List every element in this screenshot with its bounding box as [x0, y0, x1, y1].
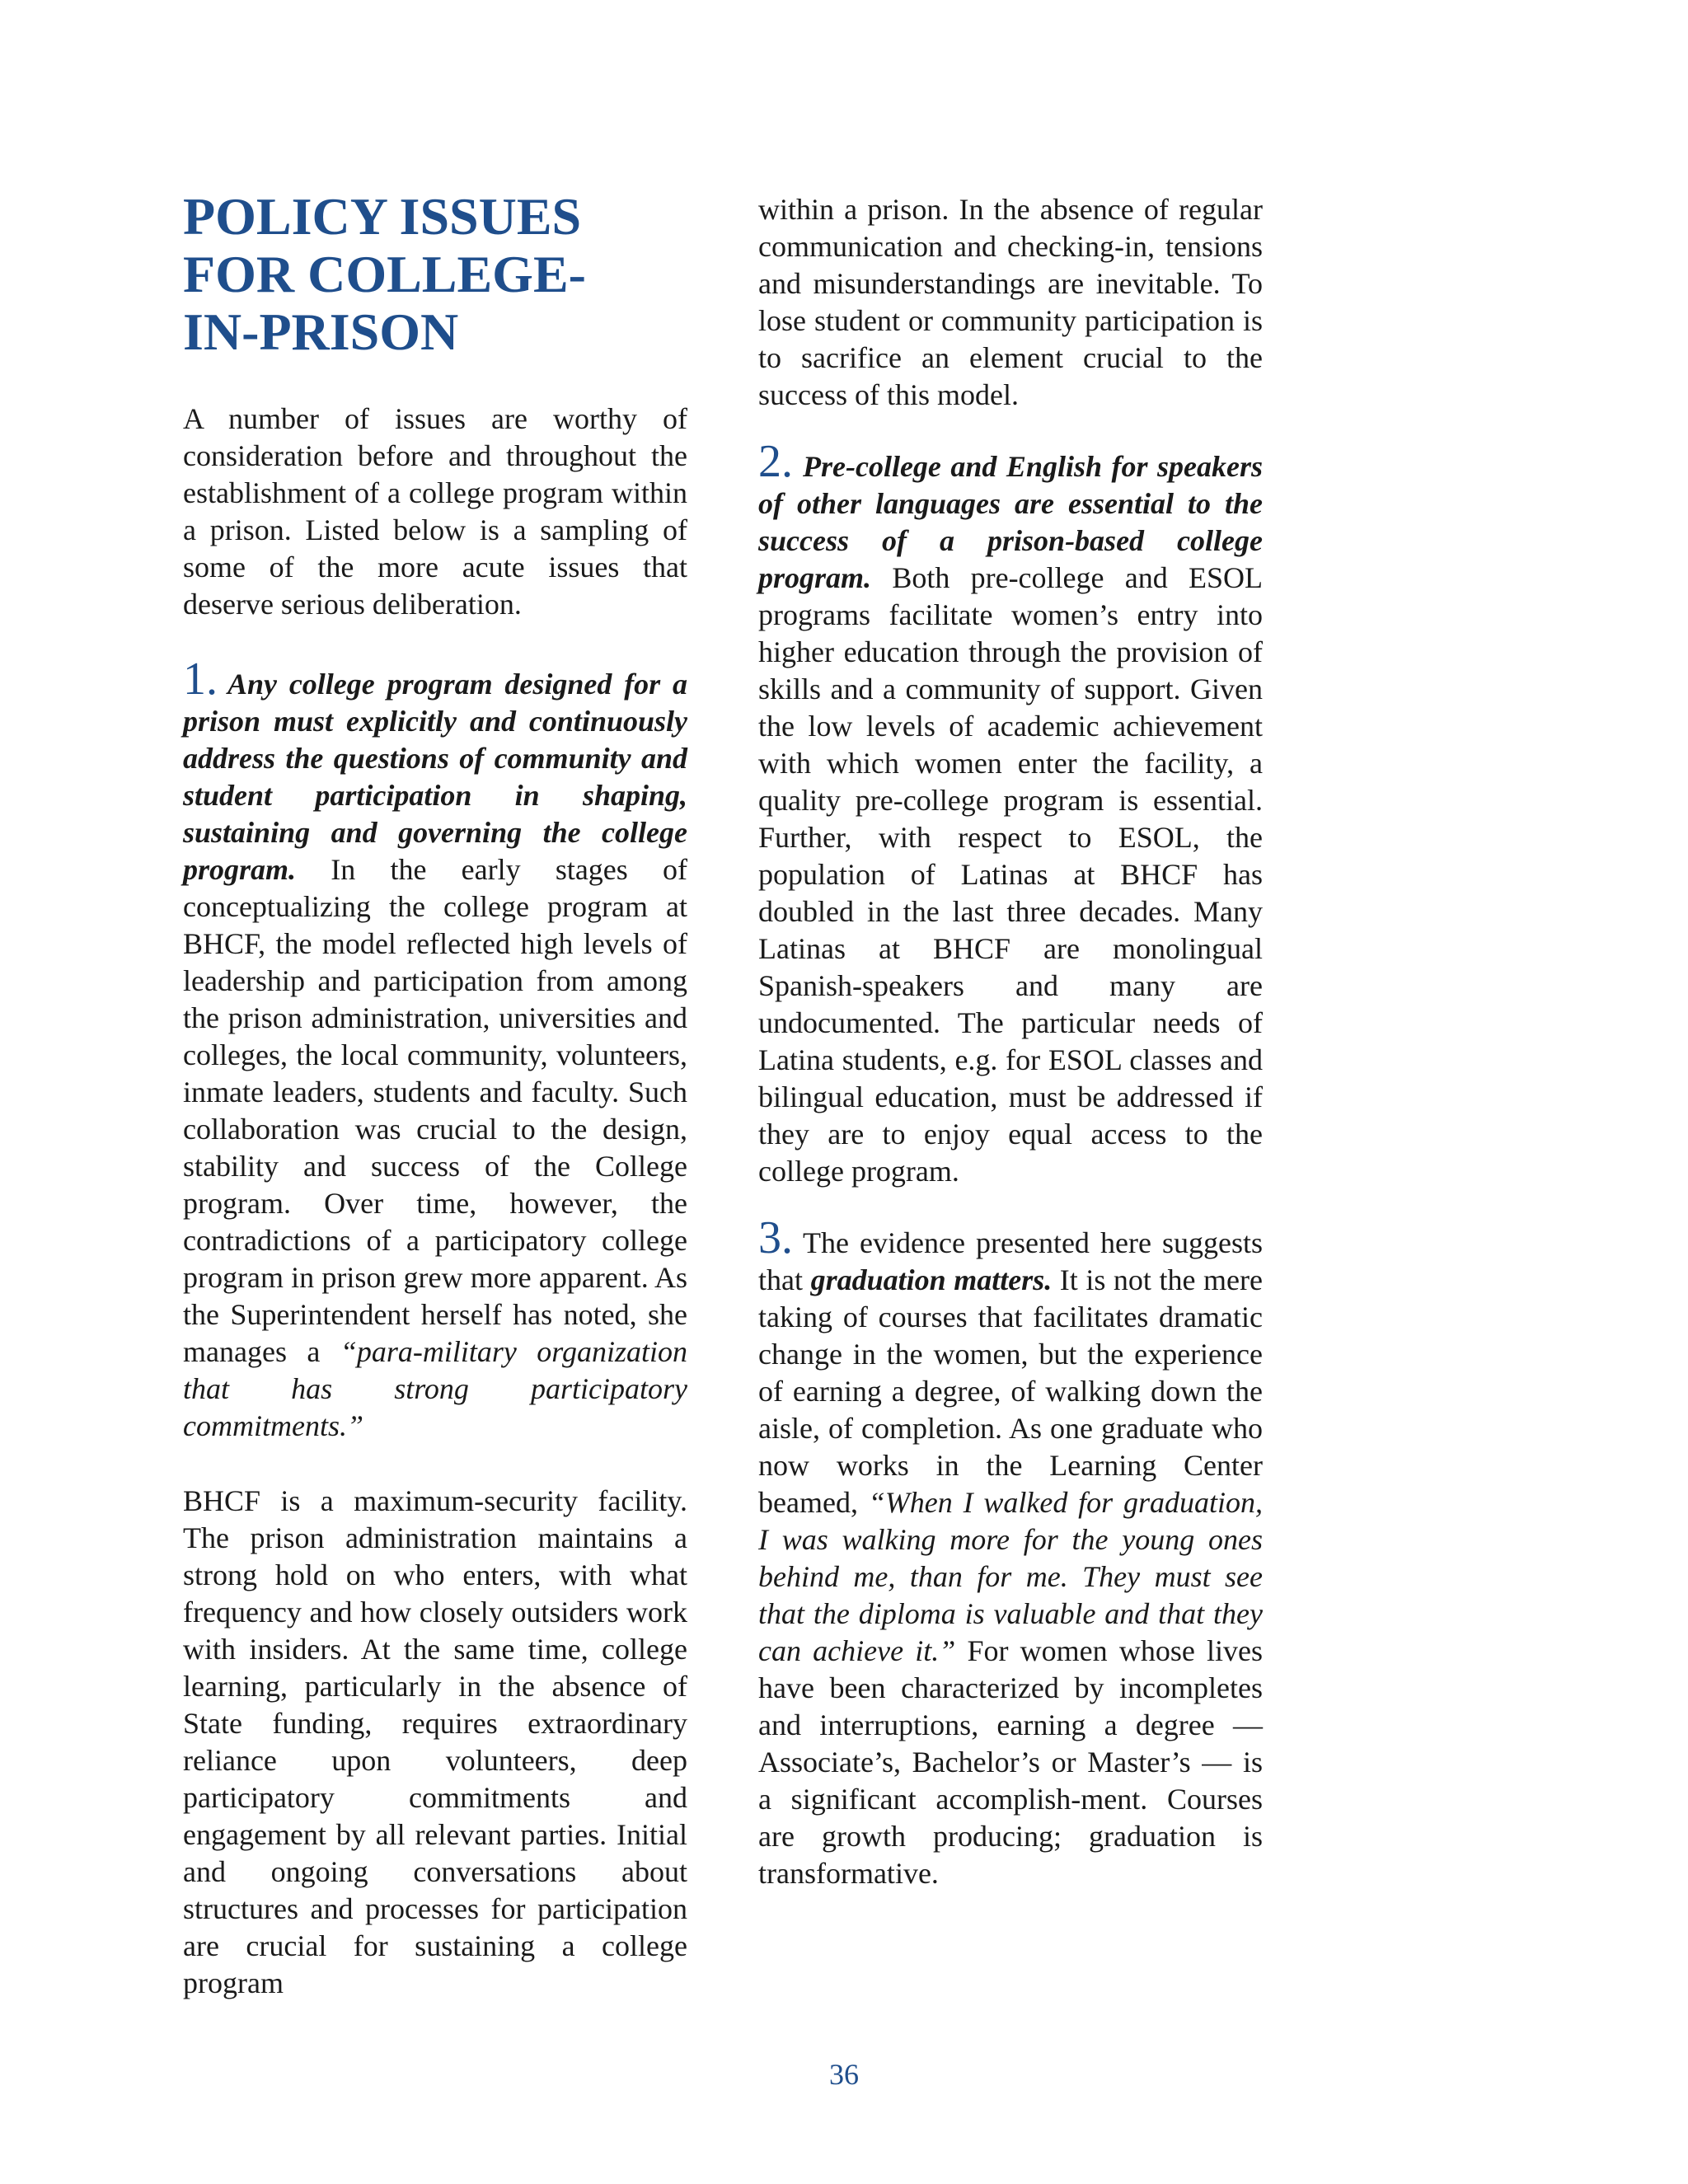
issue-1-number: 1. — [183, 654, 218, 705]
issue-2-paragraph — [758, 436, 1264, 1190]
issue-1-continued-paragraph: BHCF is a maximum-security facility. The prison administration maintains a strong hold on who enters, with what frequency and how closely outsiders work with insiders. At the same time, college learning, particularly in the absence of State funding, requires extraordinary reliance upon volunteers, deep participatory commitments and engagement by all relevant parties. Initial and ongoing conversations about structures and processes for participation are crucial for sustaining a college program — [183, 1484, 687, 1999]
issue-1-lead: Any college program designed for a prison must explicitly and continuously address the questions of community and student participation in shaping, sustaining and governing the college program. — [183, 668, 687, 886]
issue-1-continued-end: within a prison. In the absence of regular communication and checking-in, tensions and misunderstandings are inevitable. To lose student or community participation is to sacrifice an element crucial to the success of this model. — [758, 193, 1263, 411]
page-number: 36 — [829, 2058, 859, 2091]
issue-3-paragraph — [758, 1212, 1264, 1892]
right-column — [758, 191, 1263, 1892]
issue-3-body-start: The evidence presented here suggests that — [758, 1226, 1263, 1296]
issue-3-body-mid: It is not the mere taking of courses that facilitates dramatic change in the women, but the experience of earning a degree, of walking down the aisle, of completion. As one graduate who now works in the Learning Center beamed, — [758, 1263, 1264, 1519]
issue-1-body: In the early stages of conceptualizing the college program at BHCF, the model reflected high levels of leadership and participation from among the prison administration, universities and colleges, the local community, volunteers, inmate leaders, students and faculty. Such collaboration was crucial to the design, stability and success of the College program. Over time, however, the contradictions of a participatory college program in prison grew more apparent. As the Superintendent herself has noted, she manages a — [183, 853, 687, 1368]
intro-paragraph: A number of issues are worthy of consideration before and throughout the establishment of a college program within a prison. Listed below is a sampling of some of the more acute issues that deserve serious deliberation. — [183, 402, 687, 621]
issue-1-paragraph — [183, 654, 687, 1445]
issue-3-body-end: For women whose lives have been characterized by incompletes and interruptions, earning a degree — Associate’s, Bachelor’s or Master’s — is a significant accomplish-ment. Courses are growth producing; graduation is transformative. — [758, 1634, 1264, 1890]
issue-2-number: 2. — [758, 436, 793, 487]
issue-3-quote: “When I walked for graduation, I was walking more for the young ones behind me, than for me. They must see that the diploma is valuable and that they can achieve it.” — [758, 1486, 1264, 1667]
page-title — [183, 188, 687, 361]
left-column — [183, 188, 687, 2002]
issue-2-lead: Pre-college and English for speakers of other languages are essential to the success of a prison-based college program. — [758, 450, 1263, 594]
title-line-2: FOR COLLEGE- — [183, 245, 586, 303]
issue-2-body: Both pre-college and ESOL programs facilitate women’s entry into higher education through the provision of skills and a community of support. Given the low levels of academic achievement with which women enter the facility, a quality pre-college program is essential. Further, with respect to ESOL, the population of Latinas at BHCF has doubled in the last three decades. Many Latinas at BHCF are monolingual Spanish-speakers and many are undocumented. The particular needs of Latina students, e.g. for ESOL classes and bilingual education, must be addressed if they are to enjoy equal access to the college program. — [758, 561, 1264, 1188]
issue-3-number: 3. — [758, 1212, 793, 1263]
title-line-3: IN-PRISON — [183, 302, 459, 361]
title-line-1: POLICY ISSUES — [183, 187, 582, 246]
issue-3-emphasis: graduation matters. — [810, 1263, 1053, 1296]
issue-1-quote: “para-military organization that has strong participatory commitments.” — [183, 1335, 687, 1442]
